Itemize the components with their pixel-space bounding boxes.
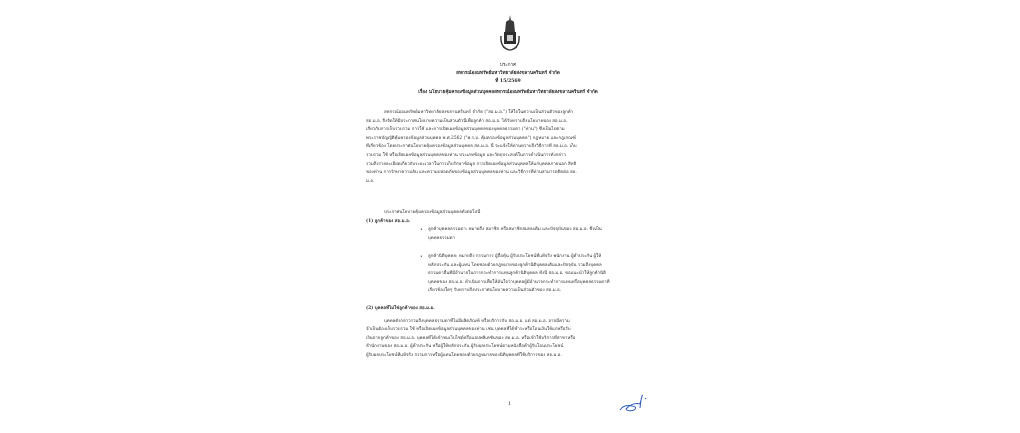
intro-line: เกี่ยวกับการเก็บรวบรวม การใช้ และการเปิดเผยข้อมูลส่วนบุคคลของบุคคลธรรมดา ("ท่าน") ซึ่งเป็นไปตาม [366,127,565,133]
university-emblem-icon [498,14,522,54]
intro-line: ของท่าน การรักษาความลับ และความปลอดภัยของข้อมูลส่วนบุคคลของท่าน และวิธีการที่ท่านสามารถติดต่อ สอ. [366,170,577,176]
announcement-label: ประกาศ [499,63,517,68]
section2 [366,305,656,361]
document-page [358,0,658,433]
signature-icon [618,392,652,414]
details-intro [366,209,656,226]
intro-line: ที่เกี่ยวข้อง โดยประกาศนโยบายคุ้มครองข้อมูลส่วนบุคคล สอ.ม.อ. นี้ จะแจ้งให้ท่านทราบถึงวิธีการที่ สอ.ม.อ. เก็บ [366,144,577,150]
announcement-number: ที่ 15/2569 [495,79,521,84]
section2-line: ผู้รับผลประโยชน์ที่แท้จริง กรรมการหรือผู้แทนโดยชอบด้วยกฎหมายของนิติบุคคลที่ใช้บริการของ สอ.ม.อ. [366,352,562,358]
bullet-line: ลูกค้าบุคคลธรรมดา: หมายถึง สมาชิก หรือสมาชิกสมทบเดิม และปัจจุบันของ สอ.ม.อ. ซึ่งเป็น [428,227,602,232]
announcement-subject: เรื่อง นโยบายคุ้มครองข้อมูลส่วนบุคคลสหกรณ์ออมทรัพย์มหาวิทยาลัยสงขลานครินทร์ จำกัด [418,90,598,95]
bullet-line: ธรรมดาอื่นที่มีอำนาจในการกระทำการแทนลูกค้านิติบุคคล ทั้งนี้ สอ.ม.อ. ขอแนะนำให้ลูกค้านิติ [428,271,606,277]
intro-line: ม.อ. [366,178,375,184]
intro-paragraph [366,109,656,186]
section2-title: (2) บุคคลที่ไม่ใช่ลูกค้าของ สอ.ม.อ. [366,306,435,311]
bullet-line: เกี่ยวข้องใดๆ รับทราบถึงประกาศนโยบายความเป็นส่วนตัวของ สอ.ม.อ. [428,288,562,294]
section2-line: เงินจากลูกค้าของ สอ.ม.อ. บุคคลที่ได้เข้าชมเว็บไซต์หรือแอปพลิเคชันของ สอ.ม.อ. หรือเข้าใช้บริการที่สาขาหรือ [366,335,576,341]
section2-line: บุคคลดังกล่าวรวมถึงบุคคลธรรมดาที่ไม่มีผลิตภัณฑ์ หรือบริการกับ สอ.ม.อ. แต่ สอ.ม.อ. อาจมีความ [384,318,570,324]
bullet-individual-customer [428,226,656,243]
bullet-line: บุคคลของ สอ.ม.อ. ดำเนินการเพื่อให้มั่นใจว่าบุคคลผู้มีอำนาจกระทำการแทนหรือบุคคลธรรมดาที่ [428,279,610,285]
details-intro-text: ประกาศนโยบายคุ้มครองข้อมูลส่วนบุคคลดังต่อไปนี้ [384,210,481,215]
intro-line: รวมถึงรายละเอียดเกี่ยวกับระยะเวลาในการเก็บรักษาข้อมูล การเปิดเผยข้อมูลส่วนบุคคลให้แก่บุคคลภายนอก สิทธิ [366,161,577,167]
organization-name: สหกรณ์ออมทรัพย์มหาวิทยาลัยสงขลานครินทร์ จำกัด [456,71,560,76]
page-number: 1 [508,401,512,407]
intro-line: พระราชบัญญัติคุ้มครองข้อมูลส่วนบุคคล พ.ศ.2562 ("พ.ร.บ. คุ้มครองข้อมูลส่วนบุคคล") กฎหมาย และกฎเกณฑ์ [366,135,576,141]
bullet-line: หลักประกัน และผู้แทน โดยชอบด้วยกฎหมายของลูกค้านิติบุคคลเดิมและปัจจุบัน รวมถึงบุคคล [428,262,602,268]
bullet-line: ลูกค้านิติบุคคล: หมายถึง กรรมการ ผู้ถือหุ้น ผู้รับประโยชน์ที่แท้จริง พนักงาน ผู้ค้ำประกัน ผู้ให้ [428,254,602,259]
section2-line: จำเป็นต้องเก็บรวบรวม ใช้ หรือเปิดเผยข้อมูลส่วนบุคคลของท่าน เช่น บุคคลที่ได้ชำระหรือโอนเงินให้แก่หรือรับ [366,327,571,333]
bullet-juristic-customer [428,253,656,296]
bullet-icon: • [420,228,423,233]
bullet-icon: • [420,255,423,260]
section2-line: สำนักงานของ สอ.ม.อ. ผู้ค้ำประกัน หรือผู้ให้หลักประกัน ผู้รับผลประโยชน์ตามหนังสือค้ำผู้รับโอนประโยชน์ [366,344,564,350]
bullet-line: บุคคลธรรมดา [428,235,455,241]
intro-line: สอ.ม.อ. จึงจัดให้มีประกาศนโยบายความเป็นส่วนตัวนี้เพื่อลูกค้า สอ.ม.อ. ได้รับทราบถึงนโยบายของ สอ.ม.อ. [366,118,568,124]
intro-line: รวบรวม ใช้ หรือเปิดเผยข้อมูลส่วนบุคคลของท่าน ประเภทข้อมูล และวัตถุประสงค์ในการดำเนินการดังกล่าว [366,152,566,158]
intro-line: สหกรณ์ออมทรัพย์มหาวิทยาลัยสงขลานครินทร์ จำกัด ("สอ.ม.อ.") ให้ใจในความเป็นส่วนตัวของลูกค้า [384,110,574,115]
section1-title: (1) ลูกค้าของ สอ.ม.อ. [366,218,411,224]
